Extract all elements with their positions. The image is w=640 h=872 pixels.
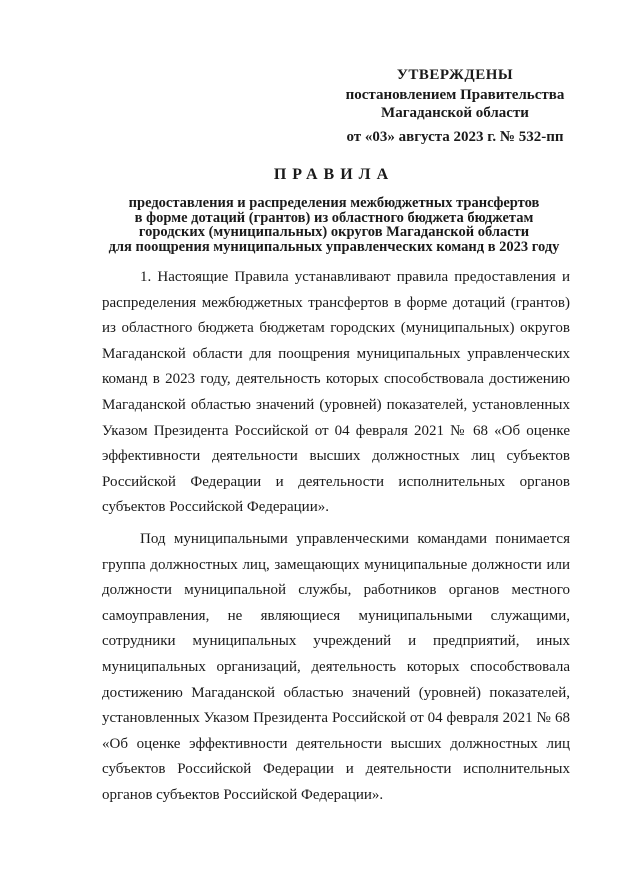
document-title: ПРАВИЛА (273, 166, 395, 183)
document-subtitle (92, 196, 576, 254)
approval-block (340, 66, 570, 146)
subtitle-line: городских (муниципальных) округов Магаданской области (138, 224, 530, 240)
subtitle-line: предоставления и распределения межбюджетных трансфертов (128, 195, 540, 211)
paragraph-1: 1. Настоящие Правила устанавливают правила предоставления и распределения межбюджетных трансфертов в форме дотаций (грантов) из областного бюджета бюджетам городских (муниципальных) округов Магаданской области для поощрения муниципальных управленческих команд в 2023 году, деятельность которых способствовала достижению Магаданской областью значений (уровней) показателей, установленных Указом Президента Российской от 04 февраля 2021 № 68 «Об оценке эффективности деятельности высших должностных лиц субъектов Российской Федерации и деятельности исполнительных органов субъектов Российской Федерации». (102, 269, 570, 516)
subtitle-line: в форме дотаций (грантов) из областного бюджета бюджетам (134, 209, 534, 226)
subtitle-line: для поощрения муниципальных управленческих команд в 2023 году (108, 238, 560, 255)
document-body (102, 265, 570, 808)
approval-heading: УТВЕРЖДЕНЫ (396, 67, 514, 83)
approval-line-1: постановлением Правительства (345, 87, 565, 103)
approval-line-2: Магаданской области (381, 105, 529, 121)
approval-date: от «03» августа 2023 г. № 532-пп (346, 129, 564, 145)
paragraph-2: Под муниципальными управленческими командами понимается группа должностных лиц, замещающих муниципальные должности или должности муниципальной службы, работников органов местного самоуправления, не являющиеся муниципальными служащими, сотрудники муниципальных учреждений и предприятий, иных муниципальных организаций, деятельность которых способствовала достижению Магаданской областью значений (уровней) показателей, установленных Указом Президента Российской от 04 февраля 2021 № 68 «Об оценке эффективности деятельности высших должностных лиц субъектов Российской Федерации и деятельности исполнительных органов субъектов Российской Федерации». (102, 530, 570, 803)
